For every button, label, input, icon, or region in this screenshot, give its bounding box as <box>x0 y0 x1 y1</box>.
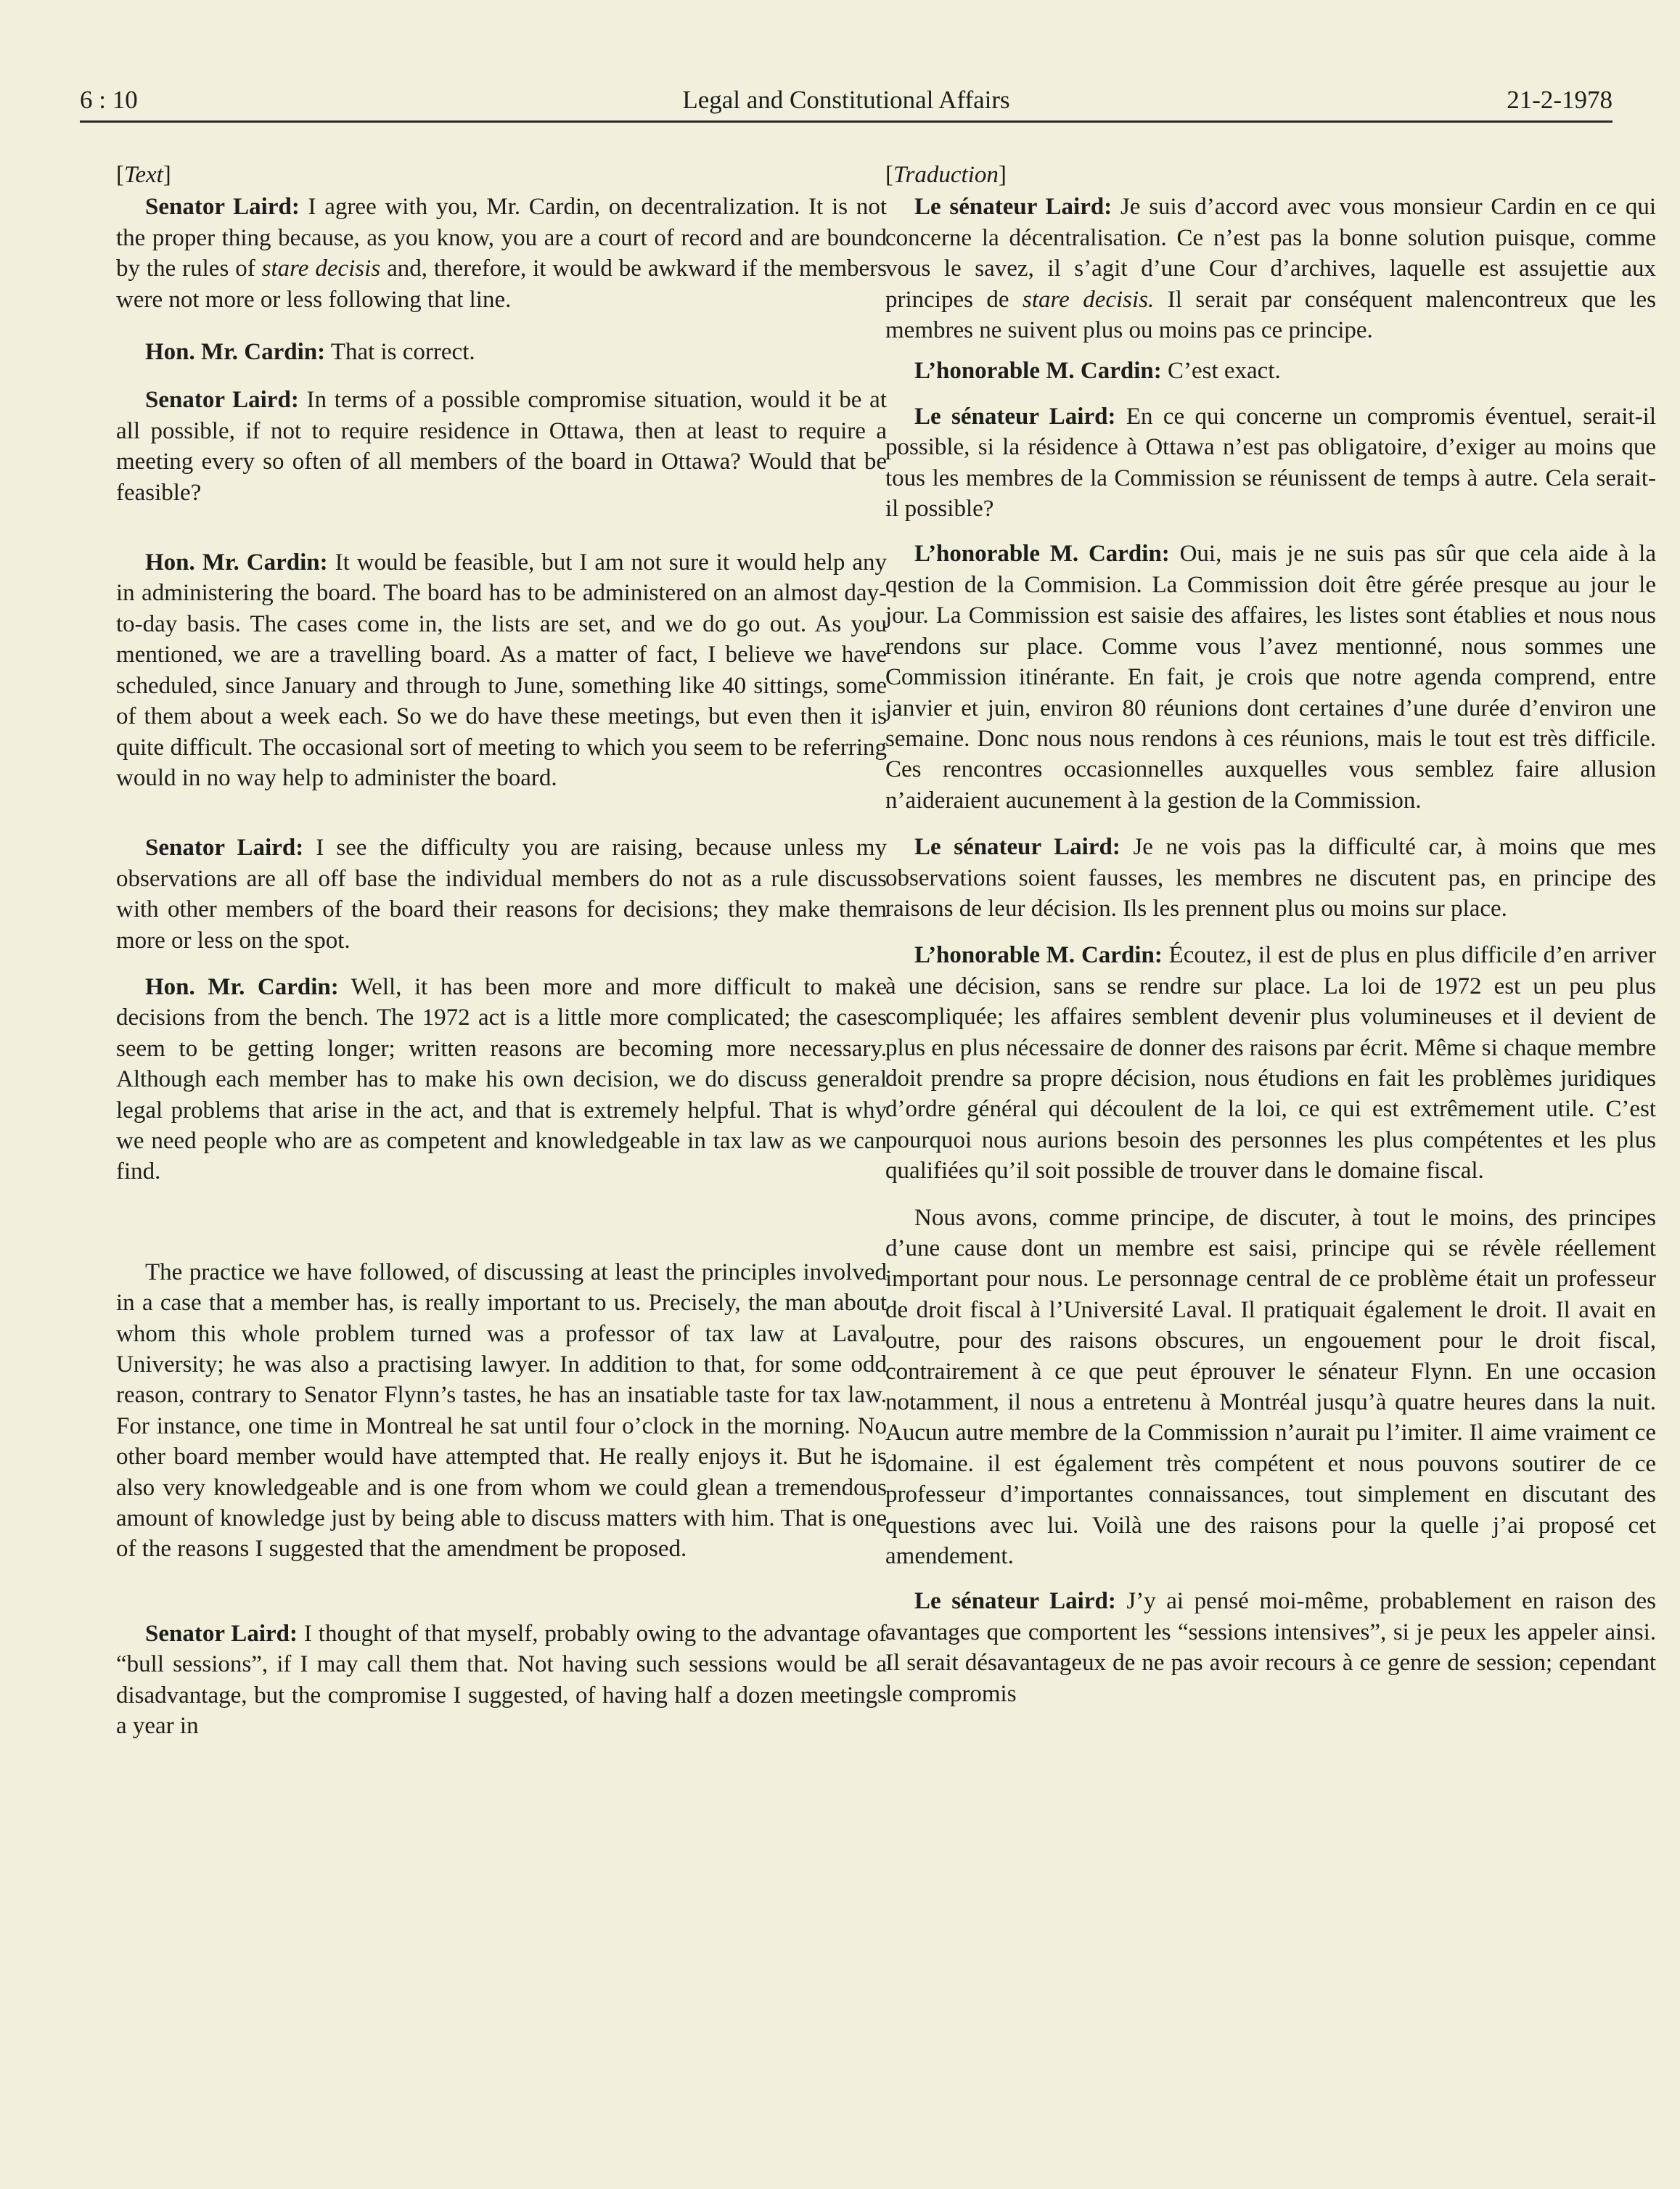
speaker-name: Senator Laird: <box>145 387 299 414</box>
paragraph-fr-7 <box>885 1203 1656 1572</box>
french-column <box>885 160 1656 1709</box>
paragraph-text: Je ne vois pas la difficulté car, à moins que mes observations soient fausses, les membres ne discutent pas, en principe des raisons de leur décision. Ils les prennent plus ou moins sur place. <box>885 834 1656 922</box>
speaker-name: L’honorable M. Cardin: <box>914 358 1162 385</box>
speaker-name: Le sénateur Laird: <box>914 834 1120 861</box>
paragraph-fr-6 <box>885 940 1656 1186</box>
paragraph-fr-1 <box>885 192 1656 345</box>
paragraph-text: Nous avons, comme principe, de discuter, à tout le moins, des principes d’une cause dont un membre est saisi, principe qui se révèle réellement important pour nous. Le personnage central de ce problème était un professeur de droit fiscal à l’Université Laval. Il pratiquait également le droit. Il avait en outre, pour des raisons obscures, un engouement pour le droit fiscal, contrairement à ce que peut éprouver le sénateur Flynn. En une occasion notamment, il nous a entretenu à Montréal jusqu’à quatre heures dans la nuit. Aucun autre membre de la Commission n’aurait pu l’imiter. Il aime vraiment ce domaine. il est également très compétent et nous pouvons soutirer de ce professeur d’importantes connaissances, tout simplement en discutant des questions avec lui. Voilà une des raisons pour la quelle j’ai proposé cet amendement. <box>885 1204 1656 1570</box>
paragraph-text: and, therefore, it would be awkward if the members were not more or less following that line. <box>116 255 888 313</box>
paragraph-text: C’est exact. <box>1161 358 1281 385</box>
paragraph-text: I agree with you, Mr. Cardin, on decentralization. It is not the proper thing because, as you know, you are a court of record and are bound by the rules of <box>116 194 887 282</box>
speaker-name: Senator Laird: <box>145 835 304 862</box>
paragraph-text: J’y ai pensé moi-même, probablement en raison des avantages que comportent les “sessions intensives”, si je peux les appeler ainsi. Il serait désavantageux de ne pas avoir recours à ce genre de session; cependant le compromis <box>885 1588 1656 1707</box>
page-number: 6 : 10 <box>80 86 138 114</box>
latin-term: stare decisis <box>261 255 381 282</box>
speaker-name: L’honorable M. Cardin: <box>914 942 1163 969</box>
paragraph-fr-8 <box>885 1586 1656 1709</box>
paragraph-text: It would be feasible, but I am not sure it would help any in administering the board. The board has to be administered on an almost day-to-day basis. The cases come in, the lists are set, and we do go out. As you mentioned, we are a travelling board. As a matter of fact, I believe we have scheduled, since January and through to June, something like 40 sittings, some of them about a week each. So we do have these meetings, but even then it is quite difficult. The occasional sort of meeting to which you seem to be referring would in no way help to administer the board. <box>116 549 887 791</box>
paragraph-en-8 <box>116 1619 887 1742</box>
paragraph-text: In terms of a possible compromise situation, would it be at all possible, if not to require residence in Ottawa, then at least to require a meeting every so often of all members of the board in Ottawa? Would that be feasible? <box>116 387 888 506</box>
column-label-traduction: [Traduction] <box>885 162 1007 188</box>
paragraph-en-4 <box>116 547 887 793</box>
paragraph-fr-2 <box>885 356 1656 386</box>
paragraph-text: Je suis d’accord avec vous monsieur Cardin en ce qui concerne la décentralisation. Ce n’est pas la bonne solution puisque, comme vous le savez, il s’agit d’une Cour d’archives, laquelle est assujettie aux principes de <box>885 194 1656 313</box>
paragraph-text: Il serait par conséquent malencontreux que les membres ne suivent plus ou moins pas ce principe. <box>885 286 1656 344</box>
paragraph-text: En ce qui concerne un compromis éventuel, serait-il possible, si la résidence à Ottawa n’est pas obligatoire, d’exiger au moins que tous les membres de la Commission se réunissent de temps à autre. Cela serait-il possible? <box>885 403 1656 523</box>
paragraph-text: Écoutez, il est de plus en plus difficile d’en arriver à une décision, sans se rendre sur place. La loi de 1972 est un peu plus compliquée; les affaires semblent devenir plus volumineuses et il devient de plus en plus nécessaire de donner des raisons par écrit. Même si chaque membre doit prendre sa propre décision, nous étudions en fait les problèmes juridiques d’ordre général qui découlent de la loi, ce qui est extrêmement utile. C’est pourquoi nous aurions besoin des personnes les plus compétentes et les plus qualifiées qu’il soit possible de trouver dans le domaine fiscal. <box>885 942 1657 1184</box>
paragraph-en-1 <box>116 192 887 315</box>
latin-term: stare decisis. <box>1023 286 1155 313</box>
paragraph-en-5 <box>116 832 887 956</box>
paragraph-en-2 <box>116 337 887 367</box>
column-label-text: [Text] <box>116 162 171 188</box>
speaker-name: Le sénateur Laird: <box>914 194 1113 221</box>
english-column <box>116 160 887 1741</box>
paragraph-text: Oui, mais je ne suis pas sûr que cela aide à la qestion de la Commision. La Commission doit être gérée presque au jour le jour. La Commission est saisie des affaires, les listes sont établies et nous nous rendons sur place. Comme vous l’avez mentionné, nous sommes une Commission itinérante. En fait, je crois que notre agenda comprend, entre janvier et juin, environ 80 réunions dont certaines d’une durée d’environ une semaine. Donc nous nous rendons à ces réunions, mais le tout est très difficile. Ces rencontres occasionnelles auxquelles vous semblez faire allusion n’aideraient aucunement à la gestion de la Commission. <box>885 541 1656 814</box>
paragraph-en-3 <box>116 385 887 508</box>
header-date: 21-2-1978 <box>1507 86 1613 114</box>
speaker-name: L’honorable M. Cardin: <box>914 541 1170 568</box>
speaker-name: Hon. Mr. Cardin: <box>145 339 326 366</box>
speaker-name: Senator Laird: <box>145 194 300 221</box>
paragraph-text: I see the difficulty you are raising, because unless my observations are all off base the individual members do not as a rule discuss with other members of the board their reasons for decisions; they make them more or less on the spot. <box>116 835 888 954</box>
paragraph-fr-5 <box>885 832 1656 924</box>
paragraph-en-7 <box>116 1257 887 1565</box>
running-title: Legal and Constitutional Affairs <box>682 86 1010 114</box>
paragraph-text: The practice we have followed, of discussing at least the principles involved in a case that a member has, is really important to us. Precisely, the man about whom this whole problem turned was a professor of tax law at Laval University; he was also a practising lawyer. In addition to that, for some odd reason, contrary to Senator Flynn’s tastes, he has an insatiable taste for tax law. For instance, one time in Montreal he sat until four o’clock in the morning. No other board member would have attempted that. He really enjoys it. But he is also very knowledgeable and is one from whom we could glean a tremendous amount of knowledge just by being able to discuss matters with him. That is one of the reasons I suggested that the amendment be proposed. <box>116 1259 887 1563</box>
paragraph-fr-3 <box>885 401 1656 525</box>
header-divider <box>80 120 1613 123</box>
page-header <box>80 81 1613 125</box>
speaker-name: Hon. Mr. Cardin: <box>145 549 328 576</box>
speaker-name: Le sénateur Laird: <box>914 1588 1116 1615</box>
paragraph-text: I thought of that myself, probably owing to the advantage of “bull sessions”, if I may call them that. Not having such sessions would be a disadvantage, but the compromise I suggested, of having half a dozen meetings a year in <box>116 1620 887 1740</box>
speaker-name: Le sénateur Laird: <box>914 403 1116 430</box>
paragraph-text: Well, it has been more and more difficult to make decisions from the bench. The 1972 act is a little more complicated; the cases seem to be getting longer; written reasons are becoming more necessary. Although each member has to make his own decision, we do discuss general legal problems that arise in the act, and that is extremely helpful. That is why we need people who are as competent and knowledgeable in tax law as we can find. <box>116 973 887 1185</box>
paragraph-en-6 <box>116 972 887 1187</box>
speaker-name: Senator Laird: <box>145 1620 298 1647</box>
paragraph-fr-4 <box>885 539 1656 816</box>
speaker-name: Hon. Mr. Cardin: <box>145 973 339 1000</box>
paragraph-text: That is correct. <box>325 339 475 366</box>
